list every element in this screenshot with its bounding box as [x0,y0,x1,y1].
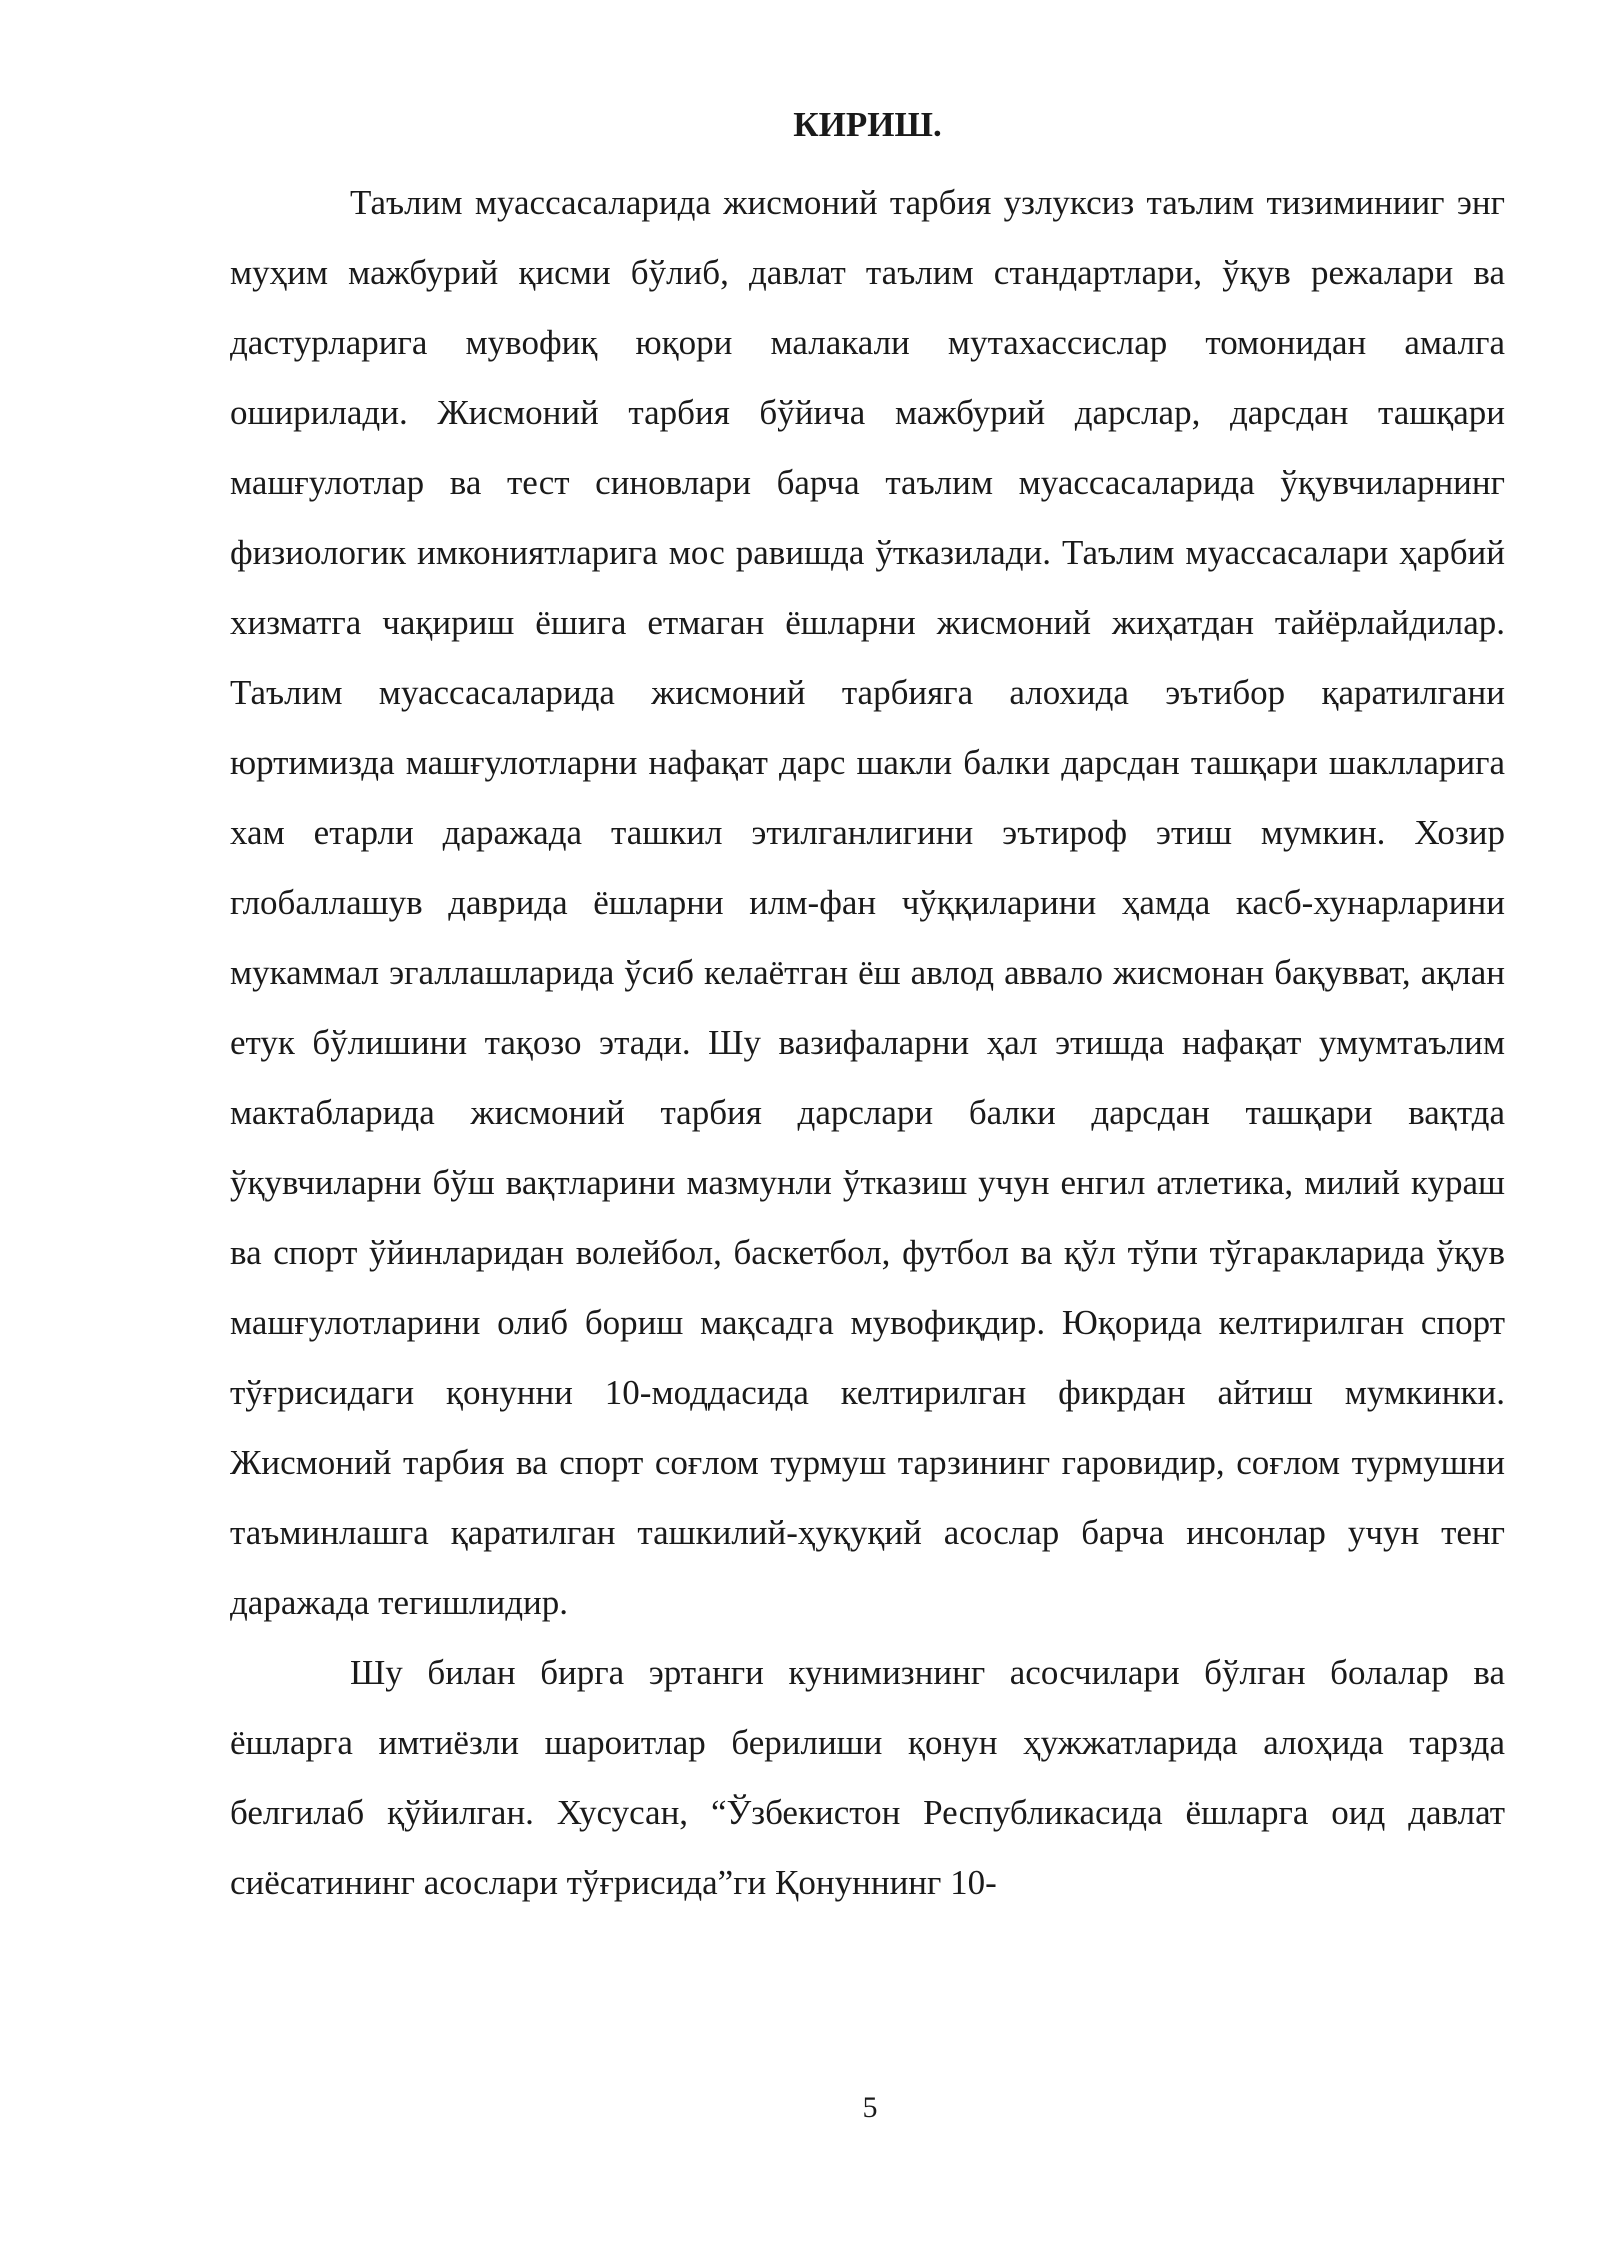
paragraph-1: Таълим муассасаларида жисмоний тарбия узлуксиз таълим тизиминииг энг муҳим мажбурий қисми бўлиб, давлат таълим стандартлари, ўқув режалари ва дастурларига мувофиқ юқори малакали мутахассислар томонидан амалга оширилади. Жисмоний тарбия бўйича мажбурий дарслар, дарсдан ташқари машғулотлар ва тест синовлари барча таълим муассасаларида ўқувчиларнинг физиологик имкониятларига мос равишда ўтказилади. Таълим муассасалари ҳарбий хизматга чақириш ёшига етмаган ёшларни жисмоний жиҳатдан тайёрлайдилар. Таълим муассасаларида жисмоний тарбияга алохида эътибор қаратилгани юртимизда машғулотларни нафақат дарс шакли балки дарсдан ташқари шаклларига хам етарли даражада ташкил этилганлигини эътироф этиш мумкин. Хозир глобаллашув даврида ёшларни илм-фан чўққиларини ҳамда касб-хунарларини мукаммал эгаллашларида ўсиб келаётган ёш авлод аввало жисмонан бақувват, ақлан етук бўлишини тақозо этади. Шу вазифаларни ҳал этишда нафақат умумтаълим мактабларида жисмоний тарбия дарслари балки дарсдан ташқари вақтда ўқувчиларни бўш вақтларини мазмунли ўтказиш учун енгил атлетика, милий кураш ва спорт ўйинларидан волейбол, баскетбол, футбол ва қўл тўпи тўгаракларида ўқув машғулотларини олиб бориш мақсадга мувофиқдир. Юқорида келтирилган спорт тўғрисидаги қонунни 10-моддасида келтирилган фикрдан айтиш мумкинки. Жисмоний тарбия ва спорт соғлом турмуш тарзининг гаровидир, соғлом турмушни таъминлашга қаратилган ташкилий-ҳуқуқий асослар барча инсонлар учун тенг даражада тегишлидир. [230,183,1505,1622]
document-body [230,168,1505,1918]
page-title: КИРИШ. [793,105,942,144]
paragraph-2: Шу билан бирга эртанги кунимизнинг асосчилари бўлган болалар ва ёшларга имтиёзли шароитлар берилиши қонун ҳужжатларида алоҳида тарзда белгилаб қўйилган. Хусусан, “Ўзбекистон Республикасида ёшларга оид давлат сиёсатининг асослари тўғрисида”ги Қонуннинг 10- [230,1653,1505,1902]
page-number: 5 [862,2091,878,2124]
